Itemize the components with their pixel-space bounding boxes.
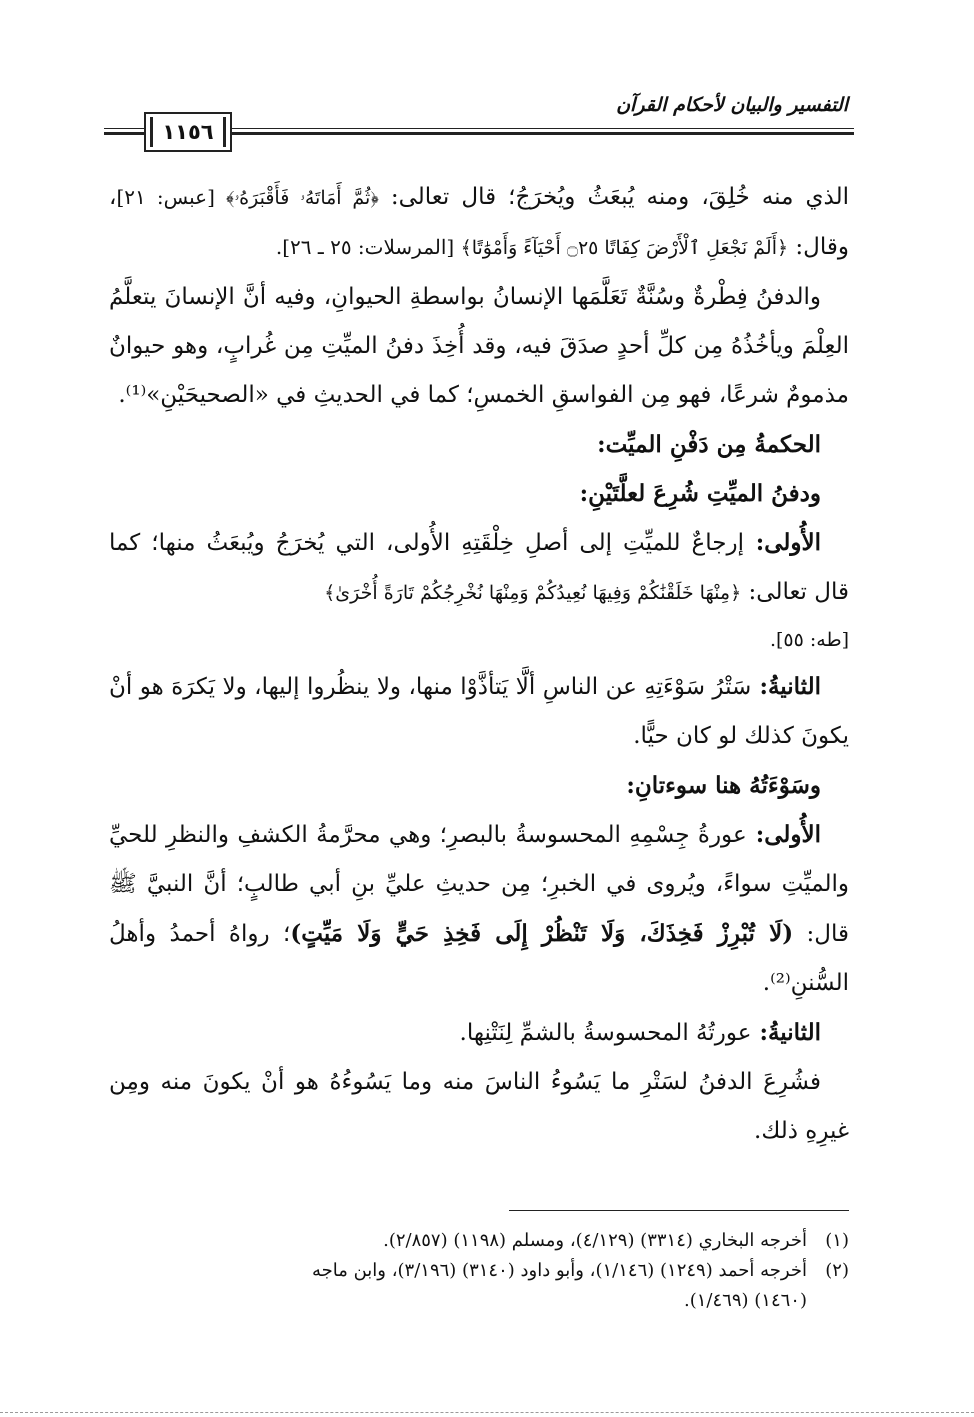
- quran-reference: [المرسلات: ٢٥ ـ ٢٦].: [275, 235, 461, 259]
- point-label: الثانيةُ:: [751, 1019, 821, 1046]
- section-subheading: وسَوْءَتُهُ هنا سوءتانِ:: [626, 772, 821, 799]
- paragraph-4: الثانيةُ: سَتْرُ سَوْءَتِهِ عن الناسِ ألَّا يَتأذَّوْا منها، ولا ينظُروا إليها، ولا يَكرَهَ هو أنْ يكونَ كذلك لو كان حيًّا.: [109, 673, 849, 749]
- section-heading: الحكمةُ مِن دَفْنِ الميِّت:: [597, 431, 821, 458]
- main-text: [109, 173, 849, 1156]
- hadith-quote: (لَا تُبْرِزْ فَخِذَكَ، وَلَا تَنْظُرْ إِلَى فَخِذِ حَيٍّ وَلَا مَيِّتٍ): [290, 920, 794, 947]
- point-label: الأُولى:: [743, 529, 821, 556]
- page-edge: [0, 1412, 974, 1413]
- quran-quote: ﴿ثُمَّ أَمَاتَهُۥ فَأَقْبَرَهُۥ﴾: [226, 187, 379, 209]
- footnote: (١)أخرجه البخاري (٣٣١٤) (٤/١٢٩)، ومسلم (١١٩٨) (٢/٨٥٧).: [109, 1226, 849, 1256]
- page-number: ١١٥٦: [144, 112, 232, 152]
- footnote-divider: [509, 1210, 849, 1211]
- footnote-number: (٢): [825, 1260, 849, 1281]
- paragraph-3: الأُولى: إرجاعٌ للميِّتِ إلى أصلِ خِلْقَتِهِ الأُولى، التي يُخرَجُ ويُبعَثُ منها؛ كما قال تعالى: ﴿مِنْهَا خَلَقْنَٰكُمْ وَفِيهَا نُعِيدُكُمْ وَمِنْهَا نُخْرِجُكُمْ تَارَةً أُخْرَىٰ﴾: [109, 529, 849, 605]
- page-header: [104, 92, 854, 154]
- footnotes: [109, 1226, 849, 1316]
- footnote-continuation: (١٤٦٠) (١/٤٦٩).: [684, 1290, 807, 1311]
- paragraph-5: الأُولى: عورةُ جِسْمِهِ المحسوسةُ بالبصرِ؛ وهي محرَّمةُ الكشفِ والنظرِ للحيِّ والميِّتِ سواءً، ويُروى في الخبرِ؛ مِن حديثِ عليِّ بنِ أبي طالبٍ؛ أنَّ النبيَّ ﷺ قال: (لَا تُبْرِزْ فَخِذَكَ، وَلَا تَنْظُرْ إِلَى فَخِذِ حَيٍّ وَلَا مَيِّتٍ)؛ رواهُ أحمدُ وأهلُ السُّننِ⁽²⁾.: [109, 821, 850, 996]
- running-title: التفسير والبيان لأحكام القرآن: [616, 94, 848, 116]
- paragraph-2: والدفنُ فِطْرةٌ وسُنَّةٌ تَعَلَّمَها الإنسانُ بواسطةِ الحيوانِ، وفيه أنَّ الإنسانَ يتعلَّمُ العِلْمَ ويأخُذُهُ مِن كلِّ أحدٍ صدَقَ فيه، وقد أُخِذَ دفنُ الميِّتِ مِن غُرابٍ، وهو حيوانٌ مذمومٌ شرعًا، فهو مِن الفواسقِ الخمسِ؛ كما في الحديثِ في «الصحيحَيْنِ»⁽¹⁾.: [109, 284, 849, 408]
- paragraph-7: فشُرِعَ الدفنُ لسَتْرِ ما يَسُوءُ الناسَ منه وما يَسُوءُهُ هو أنْ يكونَ منه ومِن غيرِهِ ذلك.: [109, 1069, 849, 1144]
- point-label: الثانيةُ:: [751, 673, 821, 700]
- paragraph-1: الذي منه خُلِقَ، ومنه يُبعَثُ ويُخرَجُ؛ قال تعالى: ﴿ثُمَّ أَمَاتَهُۥ فَأَقْبَرَهُۥ﴾ [عبس: ٢١]، وقال: ﴿أَلَمْ نَجْعَلِ ٱلْأَرْضَ كِفَاتًا ۝٢٥ أَحْيَآءً وَأَمْوَٰتًا﴾ [المرسلات: ٢٥ ـ ٢٦].: [109, 184, 850, 260]
- paragraph-6: الثانيةُ: عورتُهُ المحسوسةُ بالشمِّ لِنَتْنِها.: [459, 1019, 821, 1046]
- quran-quote: ﴿أَلَمْ نَجْعَلِ ٱلْأَرْضَ كِفَاتًا ۝٢٥ أَحْيَآءً وَأَمْوَٰتًا﴾: [460, 237, 789, 259]
- section-subheading: ودفنُ الميِّتِ شُرِعَ لعلَّتَيْنِ:: [579, 480, 821, 507]
- quran-reference: [طه: ٥٥].: [769, 629, 849, 651]
- quran-reference: [عبس: ٢١]: [116, 185, 227, 209]
- point-label: الأُولى:: [746, 821, 821, 848]
- quran-quote: ﴿مِنْهَا خَلَقْنَٰكُمْ وَفِيهَا نُعِيدُكُمْ وَمِنْهَا نُخْرِجُكُمْ تَارَةً أُخْرَىٰ﴾: [324, 582, 742, 604]
- footnote: (٢)أخرجه أحمد (١٢٤٩) (١/١٤٦)، وأبو داود (٣١٤٠) (٣/١٩٦)، وابن ماجه: [109, 1256, 849, 1286]
- footnote-number: (١): [825, 1230, 849, 1251]
